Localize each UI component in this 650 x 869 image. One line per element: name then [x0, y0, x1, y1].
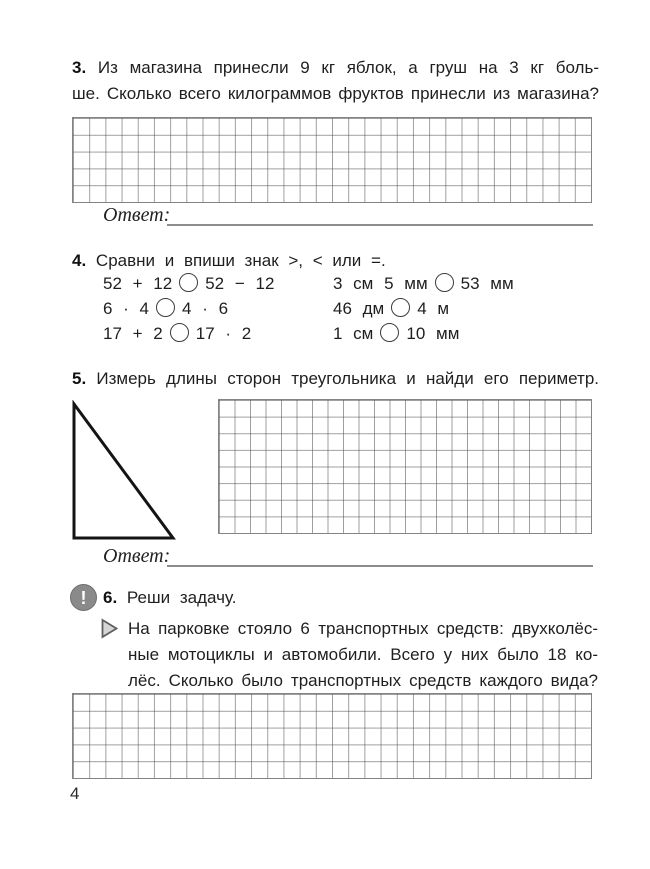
task3-line1	[72, 55, 599, 81]
task4-row	[103, 271, 603, 296]
page-number: 4	[70, 784, 80, 803]
work-grid-task3	[72, 117, 592, 203]
task3-line1-text: Из магазина принесли 9 кг яблок, а груш на 3 кг боль-	[97, 58, 599, 77]
task6-paragraph	[128, 616, 598, 694]
task4-row	[103, 296, 603, 321]
expr-right: 52 − 12	[205, 274, 275, 293]
task4-number: 4.	[72, 251, 87, 270]
answer-circle	[156, 298, 175, 317]
task6-line1: На парковке стояло 6 транспортных средств: двухколёс-	[128, 619, 598, 638]
answer-circle	[170, 323, 189, 342]
task4-row	[103, 321, 603, 346]
task6-line2: ные мотоциклы и автомобили. Всего у них было 18 ко-	[128, 645, 598, 664]
task3-number: 3.	[72, 58, 87, 77]
expr-left: 6 · 4	[103, 299, 150, 318]
expr-left: 46 дм	[333, 299, 385, 318]
task4-title: Сравни и впиши знак >, < или =.	[95, 251, 386, 270]
answer-line-task5	[167, 565, 593, 567]
answer-label-task3: Ответ:	[103, 204, 171, 226]
task5-header	[72, 366, 599, 392]
task3-paragraph	[72, 55, 599, 107]
answer-circle	[391, 298, 410, 317]
expr-right: 53 мм	[460, 274, 514, 293]
expr-left: 52 + 12	[103, 274, 173, 293]
expr-left: 17 + 2	[103, 324, 163, 343]
answer-circle	[380, 323, 399, 342]
triangle-figure	[70, 400, 178, 543]
work-grid-task6	[72, 693, 592, 779]
task6-number: 6.	[103, 588, 118, 607]
task5-title: Измерь длины сторон треугольника и найди его периметр.	[96, 369, 599, 388]
task4-header	[72, 251, 386, 271]
task6-header	[103, 588, 236, 608]
answer-line-task3	[167, 224, 593, 226]
task5-number: 5.	[72, 369, 87, 388]
answer-circle	[435, 273, 454, 292]
task3-line2: ше. Сколько всего килограммов фруктов принесли из магазина?	[72, 84, 599, 103]
task6-title: Реши задачу.	[126, 588, 237, 607]
expr-right: 10 мм	[406, 324, 460, 343]
answer-label-task5: Ответ:	[103, 545, 171, 567]
answer-circle	[179, 273, 198, 292]
expr-left: 3 см 5 мм	[333, 274, 428, 293]
expr-right: 17 · 2	[195, 324, 252, 343]
expr-right: 4 м	[417, 299, 450, 318]
expr-left: 1 см	[333, 324, 374, 343]
task6-line3: лёс. Сколько было транспортных средств каждого вида?	[128, 671, 598, 690]
exclamation-icon: !	[70, 584, 97, 611]
task4-comparisons	[103, 271, 603, 346]
work-grid-task5	[218, 399, 592, 534]
task-marker-icon	[100, 618, 120, 639]
expr-right: 4 · 6	[182, 299, 229, 318]
